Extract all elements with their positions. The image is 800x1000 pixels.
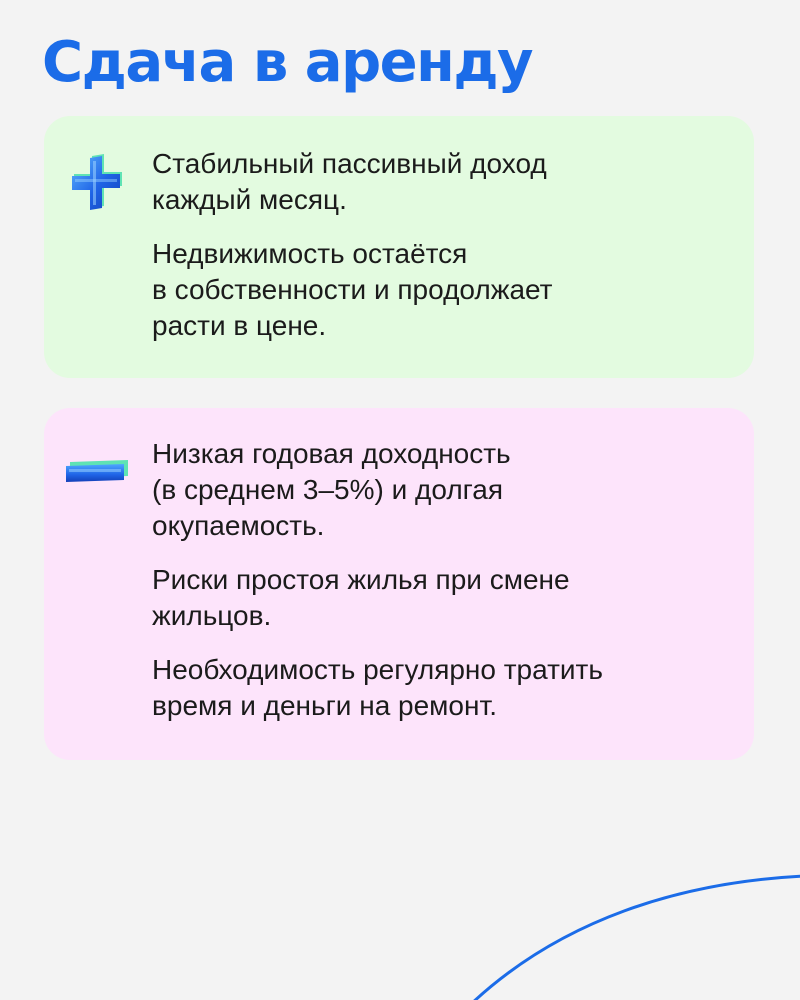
cons-item-line: Низкая годовая доходность [152, 438, 511, 469]
pros-card [44, 116, 754, 378]
cons-item-line: время и деньги на ремонт. [152, 690, 497, 721]
minus-icon [64, 460, 130, 484]
cons-item-line: (в среднем 3–5%) и долгая [152, 474, 504, 505]
cons-card [44, 408, 754, 760]
pros-item-line: Недвижимость остаётся [152, 238, 468, 269]
cons-item-line: жильцов. [152, 600, 272, 631]
pros-item-line: Стабильный пассивный доход [152, 148, 547, 179]
pros-item [152, 146, 734, 218]
cons-item [152, 562, 734, 634]
cons-item [152, 652, 734, 724]
pros-item [152, 236, 734, 344]
pros-text [152, 146, 734, 344]
cons-item-line: Необходимость регулярно тратить [152, 654, 603, 685]
cons-item-line: Риски простоя жилья при смене [152, 564, 570, 595]
pros-item-line: каждый месяц. [152, 184, 347, 215]
page-title: Сдача в аренду [42, 30, 533, 95]
plus-icon [68, 152, 126, 210]
pros-item-line: в собственности и продолжает [152, 274, 553, 305]
cons-text [152, 436, 734, 724]
cons-item [152, 436, 734, 544]
cons-item-line: окупаемость. [152, 510, 325, 541]
pros-item-line: расти в цене. [152, 310, 327, 341]
